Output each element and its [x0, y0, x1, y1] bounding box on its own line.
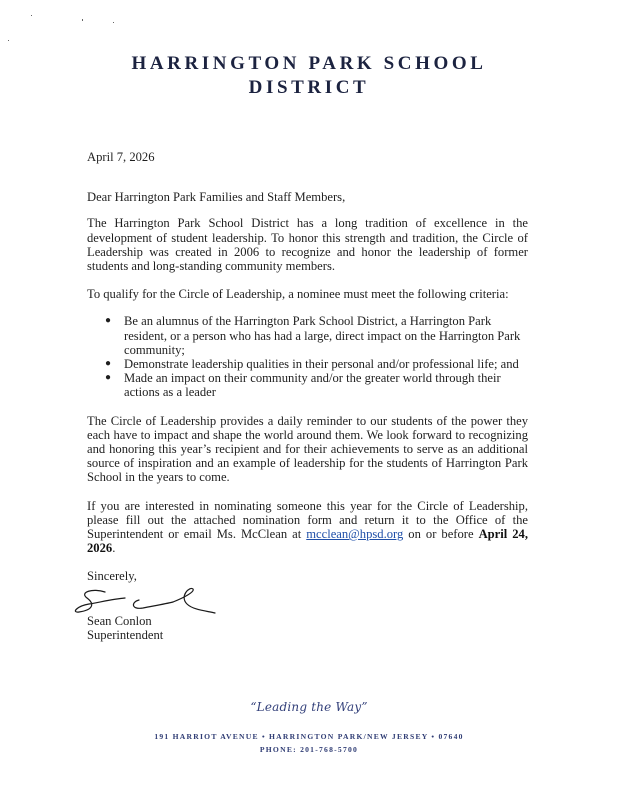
letterhead-line-1: HARRINGTON PARK SCHOOL	[131, 53, 487, 74]
paragraph-purpose: The Circle of Leadership provides a daily reminder to our students of the power they each have to impact and shape the world around them. We look forward to recognizing and honoring this year’s recipient and for their achievements to serve as an additional source of inspiration and an example of leadership for the students of Harrington Park School in the years to come.	[87, 413, 528, 485]
criteria-item	[87, 371, 528, 399]
paragraph-nomination	[87, 499, 528, 556]
signer-title: Superintendent	[87, 628, 164, 643]
email-link[interactable]: mcclean@hpsd.org	[306, 527, 404, 542]
nomination-text: If you are interested in nominating someone this year for the Circle of Leadership, please fill out the attached nomination form and return it to the Office of the Superintendent or email Ms. McClean at	[87, 498, 528, 542]
letterhead-line-2: DISTRICT	[248, 77, 370, 98]
criteria-text: Be an alumnus of the Harrington Park School District, a Harrington Park resident, or a person who has had a large, direct impact on the Harrington Park community;	[124, 314, 521, 357]
criteria-list	[87, 314, 528, 399]
letterhead	[0, 52, 618, 100]
nomination-text-end: .	[112, 541, 116, 556]
bullet-icon: ●	[105, 358, 112, 370]
footer-address: 191 HARRIOT AVENUE • HARRINGTON PARK/NEW JERSEY • 07640	[154, 732, 464, 741]
signature-image	[73, 586, 223, 616]
criteria-item	[87, 314, 528, 357]
nomination-text-middle: on or before	[403, 527, 479, 542]
footer-motto: “Leading the Way”	[250, 700, 368, 714]
bullet-icon: ●	[105, 372, 112, 384]
letter-body	[87, 150, 528, 643]
letter-date: April 7, 2026	[87, 150, 155, 164]
criteria-text: Demonstrate leadership qualities in their personal and/or professional life; and	[124, 357, 519, 372]
criteria-intro: To qualify for the Circle of Leadership, a nominee must meet the following criteria:	[87, 287, 509, 302]
footer-phone: PHONE: 201-768-5700	[259, 745, 359, 754]
paragraph-intro: The Harrington Park School District has a long tradition of excellence in the development of student leadership. To honor this strength and tradition, the Circle of Leadership was created in 2006 to recognize and honor the leadership of former students and long-standing community members.	[87, 216, 528, 274]
signer-name: Sean Conlon	[87, 613, 152, 628]
closing: Sincerely,	[87, 569, 137, 584]
criteria-item	[87, 357, 528, 371]
criteria-text: Made an impact on their community and/or the greater world through their actions as a leader	[124, 371, 501, 400]
salutation: Dear Harrington Park Families and Staff Members,	[87, 190, 346, 205]
deadline-date: April 24, 2026	[87, 527, 528, 556]
bullet-icon: ●	[105, 315, 112, 327]
